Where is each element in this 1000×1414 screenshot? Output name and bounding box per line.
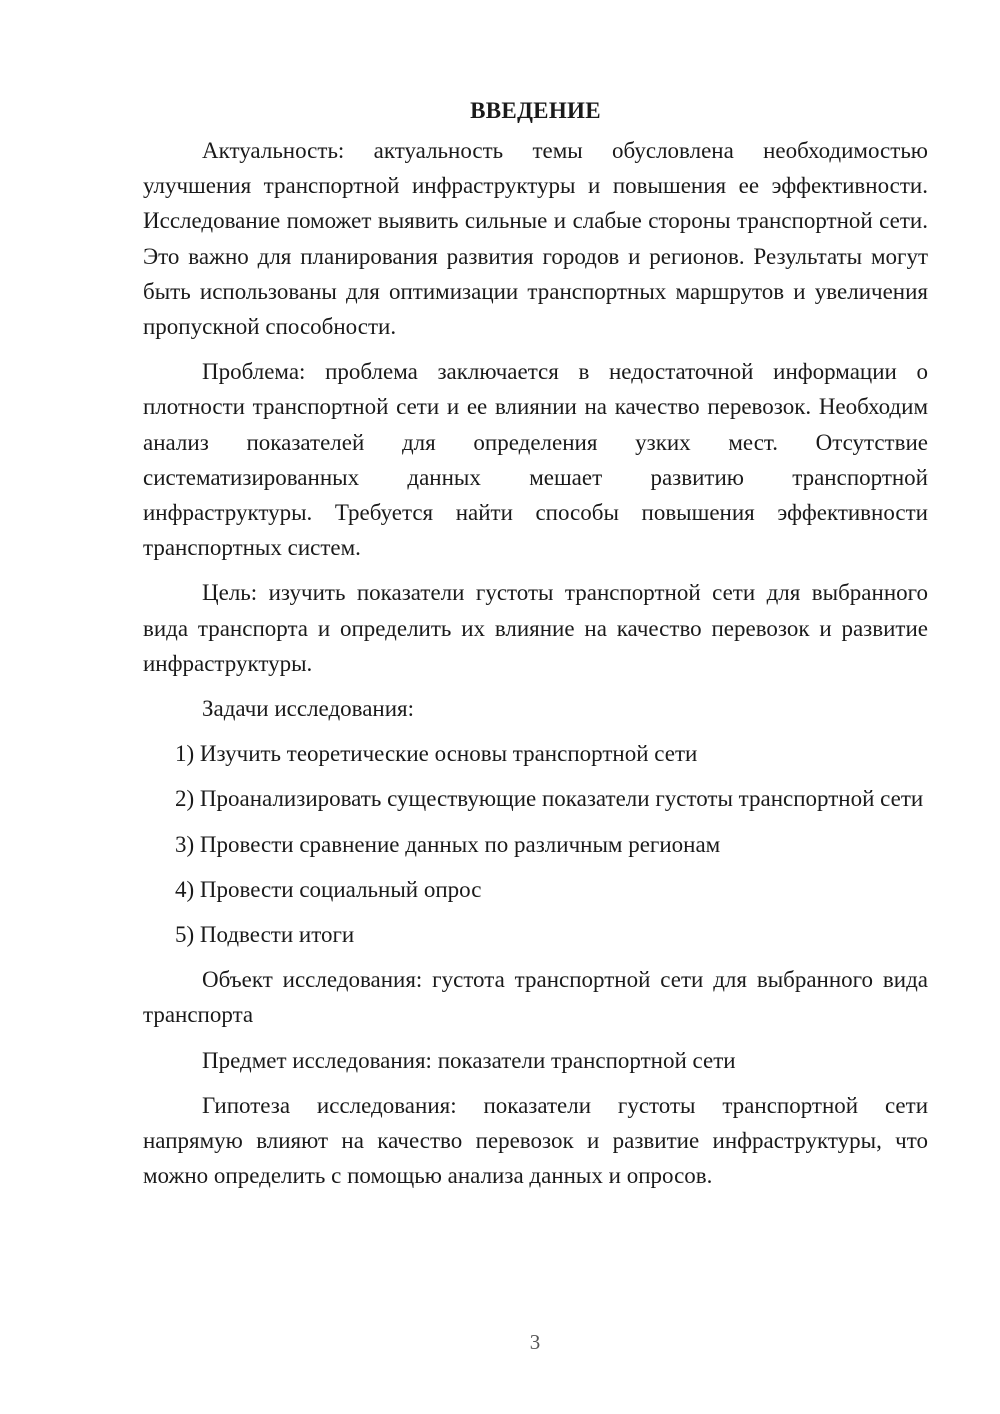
paragraph-object: Объект исследования: густота транспортной сети для выбранного вида транспорта bbox=[143, 967, 928, 1028]
task-item-4: 4) Провести социальный опрос bbox=[175, 876, 482, 902]
task-item-2: 2) Проанализировать существующие показатели густоты транспортной сети bbox=[175, 786, 924, 812]
paragraph-hypothesis: Гипотеза исследования: показатели густоты транспортной сети напрямую влияют на качество перевозок и развитие инфраструктуры, что можно определить с помощью анализа данных и опросов. bbox=[143, 1092, 928, 1189]
paragraph-tasks-heading: Задачи исследования: bbox=[202, 696, 415, 722]
section-title: ВВЕДЕНИЕ bbox=[470, 98, 601, 123]
document-body bbox=[143, 93, 928, 1193]
paragraph-problem: Проблема: проблема заключается в недостаточной информации о плотности транспортной сети и ее влиянии на качество перевозок. Необходим анализ показателей для определения узких мест. Отсутствие систематизированных данных мешает развитию транспортной инфраструктуры. Требуется найти способы повышения эффективности транспортных систем. bbox=[143, 359, 928, 561]
paragraph-subject: Предмет исследования: показатели транспортной сети bbox=[202, 1047, 736, 1073]
task-item-5: 5) Подвести итоги bbox=[175, 922, 355, 948]
paragraph-goal: Цель: изучить показатели густоты транспортной сети для выбранного вида транспорта и определить их влияние на качество перевозок и развитие инфраструктуры. bbox=[143, 580, 928, 676]
task-item-3: 3) Провести сравнение данных по различным регионам bbox=[175, 831, 721, 857]
paragraph-relevance: Актуальность: актуальность темы обусловлена необходимостью улучшения транспортной инфраструктуры и повышения ее эффективности. Исследование поможет выявить сильные и слабые стороны транспортной сети. Это важно для планирования развития городов и регионов. Результаты могут быть использованы для оптимизации транспортных маршрутов и увеличения пропускной способности. bbox=[143, 138, 928, 340]
task-item-1: 1) Изучить теоретические основы транспортной сети bbox=[175, 741, 698, 767]
page-number: 3 bbox=[529, 1330, 541, 1354]
